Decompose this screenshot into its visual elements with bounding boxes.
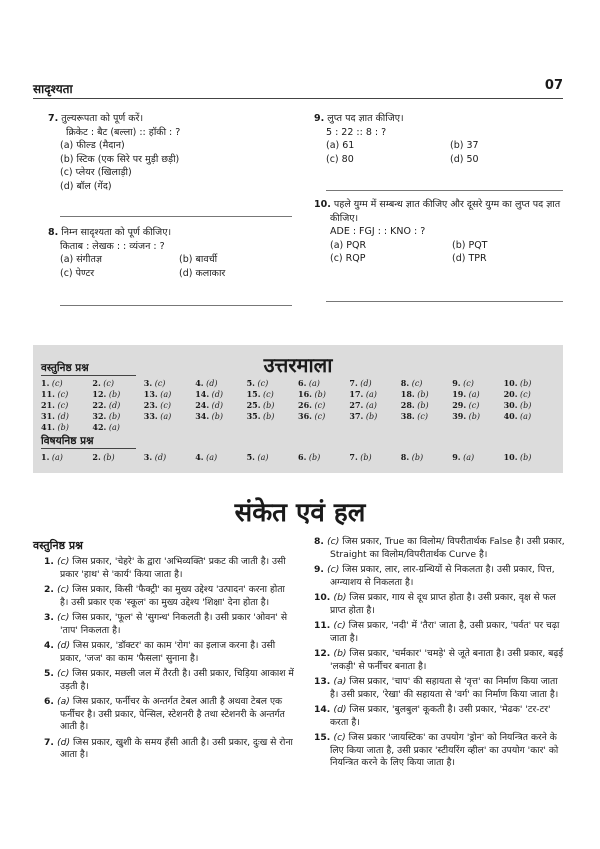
- solution-number: 3.: [44, 612, 58, 623]
- option-b: (b) 37: [450, 140, 479, 151]
- answer-number: 4.: [195, 378, 204, 388]
- answer-option: (b): [409, 453, 424, 462]
- answer-cell: [349, 400, 400, 411]
- answer-option: (b): [357, 453, 372, 462]
- answer-option: (b): [260, 401, 275, 410]
- answer-cell: [247, 411, 298, 422]
- answer-option: (b): [466, 412, 481, 421]
- answer-cell: [144, 452, 195, 463]
- answer-number: 22.: [92, 400, 107, 410]
- question-number: 9.: [314, 113, 325, 124]
- solution-item: [314, 704, 566, 729]
- solution-item: [44, 668, 294, 693]
- answer-option: (a): [363, 401, 377, 410]
- solution-item: [44, 584, 294, 609]
- answer-option: (b): [306, 453, 321, 462]
- solution-item: [44, 737, 294, 762]
- answer-cell: [41, 411, 92, 422]
- answer-cell: [195, 452, 246, 463]
- answer-number: 1.: [41, 452, 50, 462]
- answer-number: 3.: [143, 452, 153, 462]
- solution-option: (c): [327, 536, 343, 547]
- answer-option: (c): [152, 379, 166, 388]
- solution-number: 12.: [314, 648, 334, 659]
- answer-option: (b): [54, 423, 69, 432]
- answer-option: (b): [517, 379, 532, 388]
- answer-option: (c): [414, 412, 428, 421]
- answer-option: (d): [357, 379, 372, 388]
- answer-number: 35.: [246, 411, 261, 421]
- solution-option: (d): [333, 704, 350, 715]
- solution-number: 8.: [314, 536, 328, 547]
- answer-number: 32.: [92, 411, 107, 421]
- answer-number: 38.: [400, 411, 415, 421]
- answer-number: 10.: [503, 378, 518, 388]
- answer-option: (a): [49, 453, 63, 462]
- question-7: [48, 112, 288, 193]
- option-d: (d) बॉल (गेंद): [60, 180, 112, 192]
- answer-number: 8.: [400, 452, 410, 462]
- answer-cell: [247, 378, 298, 389]
- option-c: (c) पेण्टर: [60, 267, 95, 279]
- answer-option: (c): [100, 379, 115, 388]
- answer-cell: [349, 378, 400, 389]
- question-prompt: क्रिकेट : बैट (बल्ला) :: हॉकी : ?: [66, 126, 181, 138]
- answer-cell: [41, 422, 92, 433]
- solution-number: 14.: [314, 704, 334, 715]
- answer-option: (c): [54, 401, 69, 410]
- answer-option: (c): [254, 379, 269, 388]
- answer-cell: [41, 378, 92, 389]
- answer-option: (a): [306, 379, 320, 388]
- answer-cell: [298, 452, 349, 463]
- answer-cell: [195, 400, 246, 411]
- option-b: (b) PQT: [452, 239, 488, 251]
- question-10: [314, 198, 564, 266]
- solution-text: जिस प्रकार, मछली जल में तैरती है। उसी प्रकार, चिड़िया आकाश में उड़ती है।: [60, 668, 294, 692]
- answer-option: (a): [106, 423, 120, 432]
- solution-option: (b): [333, 648, 350, 659]
- page-number: 07: [544, 78, 563, 93]
- answer-option: (c): [49, 379, 63, 388]
- option-b: (b) बावर्ची: [179, 254, 218, 265]
- solution-number: 15.: [314, 732, 334, 743]
- solution-option: (c): [57, 668, 73, 679]
- answer-cell: [144, 378, 195, 389]
- answer-line: [326, 190, 563, 191]
- answer-cell: [195, 378, 246, 389]
- answer-number: 40.: [503, 411, 518, 421]
- answer-number: 14.: [195, 389, 210, 399]
- solution-text: जिस प्रकार, 'बुलबुल' कूकती है। उसी प्रकार, 'मेढक' 'टर-टर' करता है।: [330, 704, 551, 728]
- answer-cell: [41, 389, 92, 400]
- answer-number: 20.: [503, 389, 518, 399]
- option-b: (b) स्टिक (एक सिरे पर मुड़ी छड़ी): [60, 153, 180, 165]
- answer-number: 29.: [452, 400, 467, 410]
- answer-option: (a): [254, 453, 269, 462]
- answer-cell: [247, 400, 298, 411]
- solution-item: [314, 676, 566, 701]
- answer-number: 24.: [195, 400, 210, 410]
- answer-number: 25.: [246, 400, 261, 410]
- answer-option: (d): [106, 401, 121, 410]
- option-d: (d) TPR: [452, 253, 487, 264]
- answer-cell: [401, 389, 452, 400]
- solution-number: 5.: [44, 668, 58, 679]
- answer-cell: [41, 400, 92, 411]
- answer-option: (b): [311, 390, 326, 399]
- answer-cell: [452, 389, 503, 400]
- option-a: (a) PQR: [330, 239, 367, 251]
- answer-cell: [41, 452, 92, 463]
- answer-cell: [401, 400, 452, 411]
- solution-option: (a): [57, 696, 73, 707]
- solution-option: (a): [333, 676, 350, 687]
- answer-cell: [92, 411, 143, 422]
- solution-item: [314, 592, 566, 617]
- solution-number: 9.: [314, 564, 328, 575]
- solution-item: [44, 612, 294, 637]
- answer-cell: [195, 411, 246, 422]
- answer-option: (c): [54, 390, 69, 399]
- answer-option: (b): [260, 412, 275, 421]
- option-d: (d) कलाकार: [179, 267, 226, 279]
- solution-number: 1.: [44, 556, 58, 567]
- answer-number: 17.: [349, 389, 364, 399]
- answer-number: 5.: [246, 378, 255, 388]
- answer-option: (a): [460, 453, 475, 462]
- objective-underline: [41, 375, 136, 376]
- answer-option: (c): [460, 379, 474, 388]
- answer-number: 26.: [298, 400, 312, 410]
- answer-cell: [92, 452, 143, 463]
- answer-option: (b): [414, 401, 429, 410]
- answer-option: (d): [209, 401, 224, 410]
- solutions-objective-label: वस्तुनिष्ठ प्रश्न: [33, 539, 83, 552]
- answer-option: (c): [409, 379, 423, 388]
- solution-option: (c): [333, 620, 349, 631]
- answer-option: (b): [106, 412, 121, 421]
- answer-number: 7.: [349, 452, 358, 462]
- solution-text: जिस प्रकार, 'चाप' की सहायता से 'वृत्त' का निर्माण किया जाता है। उसी प्रकार, 'रेखा' की सहायता से 'वर्ग' का निर्माण किया जाता है।: [330, 676, 559, 700]
- solution-option: (c): [57, 556, 73, 567]
- answer-option: (b): [517, 401, 532, 410]
- answer-number: 10.: [503, 452, 518, 462]
- question-number: 10.: [314, 199, 331, 210]
- answer-cell: [349, 452, 400, 463]
- solution-text: जिस प्रकार, True का विलोम/ विपरीतार्थक False है। उसी प्रकार, Straight का विलोम/विपरीतार्थक Curve है।: [330, 536, 565, 560]
- answer-option: (b): [100, 453, 115, 462]
- solution-item: [314, 536, 566, 561]
- answer-number: 41.: [41, 422, 55, 432]
- answer-number: 2.: [92, 378, 101, 388]
- answer-number: 27.: [349, 400, 364, 410]
- answer-cell: [92, 378, 143, 389]
- objective-label: वस्तुनिष्ठ प्रश्न: [41, 362, 89, 374]
- answer-number: 5.: [246, 452, 255, 462]
- answer-line: [60, 216, 292, 217]
- answer-number: 18.: [400, 389, 415, 399]
- solutions-title: संकेत एवं हल: [234, 498, 366, 528]
- solution-text: जिस प्रकार, 'डॉक्टर' का काम 'रोग' का इलाज करना है। उसी प्रकार, 'जज' का काम 'फैसला' सुनाना है।: [60, 640, 276, 664]
- answer-cell: [349, 411, 400, 422]
- answer-cell: [401, 378, 452, 389]
- solution-item: [314, 620, 566, 645]
- answer-option: (c): [517, 390, 531, 399]
- option-c: (c) प्लेयर (खिलाड़ी): [60, 167, 132, 178]
- solution-option: (c): [57, 612, 73, 623]
- answer-option: (c): [466, 401, 480, 410]
- solution-text: जिस प्रकार, फर्नीचर के अन्तर्गत टेबल आती है अथवा टेबल एक फर्नीचर है। उसी प्रकार, पेन्सिल, स्टेशनरी है तथा स्टेशनरी के अन्तर्गत आती है।: [60, 696, 285, 732]
- solution-option: (d): [57, 736, 74, 748]
- answer-option: (b): [106, 390, 121, 399]
- question-text: पहले युग्म में सम्बन्ध ज्ञात कीजिए और दूसरे युग्म का लुप्त पद ज्ञात कीजिए।: [330, 199, 561, 224]
- answer-option: (a): [203, 453, 218, 462]
- answer-cell: [144, 389, 195, 400]
- solution-number: 4.: [44, 640, 58, 651]
- answer-option: (d): [54, 412, 69, 421]
- question-text: लुप्त पद ज्ञात कीजिए।: [327, 113, 404, 124]
- answer-number: 34.: [195, 411, 210, 421]
- answer-key-title: उत्तरमाला: [263, 353, 333, 377]
- answer-number: 12.: [92, 389, 107, 399]
- solution-item: [44, 556, 294, 581]
- answer-number: 9.: [452, 378, 461, 388]
- solution-text: जिस प्रकार, किसी 'फैक्ट्री' का मुख्य उद्देश्य 'उत्पादन' करना होता है। उसी प्रकार एक 'स्कूल' का मुख्य उद्देश्य 'शिक्षा' देना होता है।: [60, 584, 285, 608]
- answer-cell: [504, 411, 555, 422]
- solution-number: 13.: [314, 676, 334, 687]
- solutions-right-column: [314, 536, 566, 773]
- answer-number: 15.: [246, 389, 261, 399]
- answer-option: (b): [517, 453, 532, 462]
- answer-number: 9.: [452, 452, 461, 462]
- option-a: (a) फील्ड (मैदान): [60, 140, 125, 151]
- answer-number: 42.: [92, 422, 107, 432]
- option-d: (d) 50: [450, 153, 479, 165]
- solution-item: [314, 732, 566, 770]
- solution-text: जिस प्रकार, लार, लार-ग्रन्थियों से निकलता है। उसी प्रकार, पित्त, अग्न्याशय से निकलता है।: [330, 564, 555, 588]
- solution-number: 2.: [44, 584, 58, 595]
- answer-option: (a): [363, 390, 377, 399]
- answer-cell: [144, 400, 195, 411]
- answer-number: 30.: [503, 400, 518, 410]
- answer-option: (b): [363, 412, 378, 421]
- option-a: (a) संगीतज्ञ: [60, 254, 102, 265]
- answer-cell: [349, 389, 400, 400]
- answer-option: (d): [203, 379, 218, 388]
- subjective-underline: [41, 448, 136, 449]
- section-title: सादृश्यता: [33, 82, 73, 96]
- solution-text: जिस प्रकार, 'चर्मकार' 'चमड़े' से जूते बनाता है। उसी प्रकार, बढ़ई 'लकड़ी' से फर्नीचर बनाता है।: [330, 648, 564, 672]
- answer-option: (d): [209, 390, 224, 399]
- answer-option: (a): [466, 390, 480, 399]
- answer-option: (a): [157, 390, 172, 399]
- solution-text: जिस प्रकार, 'नदी' में 'तैरा' जाता है, उसी प्रकार, 'पर्वत' पर चढ़ा जाता है।: [330, 620, 560, 644]
- answer-number: 4.: [195, 452, 204, 462]
- answer-option: (b): [414, 390, 429, 399]
- answer-number: 19.: [452, 389, 467, 399]
- answer-cell: [92, 389, 143, 400]
- answer-option: (c): [311, 401, 326, 410]
- answer-number: 8.: [400, 378, 410, 388]
- question-prompt: 5 : 22 :: 8 : ?: [326, 126, 387, 138]
- header-divider: [33, 98, 563, 99]
- answer-cell: [195, 389, 246, 400]
- answer-cell: [92, 400, 143, 411]
- answer-cell: [247, 389, 298, 400]
- answer-cell: [452, 400, 503, 411]
- answer-cell: [144, 411, 195, 422]
- answer-cell: [298, 400, 349, 411]
- answer-number: 33.: [143, 411, 158, 421]
- answer-cell: [452, 378, 503, 389]
- question-number: 8.: [48, 227, 59, 238]
- solution-number: 6.: [44, 696, 58, 707]
- answer-number: 28.: [400, 400, 415, 410]
- question-text: तुल्यरूपता को पूर्ण करें।: [61, 113, 144, 124]
- solution-text: जिस प्रकार, 'फूल' से 'सुगन्ध' निकलती है। उसी प्रकार 'ओवन' से 'ताप' निकलता है।: [60, 612, 288, 636]
- answer-number: 21.: [41, 400, 55, 410]
- answer-cell: [504, 400, 555, 411]
- solution-item: [314, 564, 566, 589]
- solutions-left-column: [44, 556, 294, 765]
- answer-number: 11.: [41, 389, 55, 399]
- solution-option: (d): [57, 640, 74, 651]
- option-a: (a) 61: [326, 140, 355, 151]
- answer-option: (c): [311, 412, 326, 421]
- answer-cell: [504, 452, 555, 463]
- solution-number: 10.: [314, 592, 334, 603]
- answer-option: (d): [152, 453, 167, 462]
- question-9: [314, 112, 564, 166]
- answer-option: (a): [157, 412, 172, 421]
- option-c: (c) RQP: [330, 253, 366, 264]
- answer-cell: [452, 411, 503, 422]
- question-number: 7.: [48, 113, 59, 124]
- answer-line: [326, 301, 563, 302]
- answer-cell: [298, 378, 349, 389]
- answer-number: 37.: [349, 411, 364, 421]
- answer-cell: [401, 452, 452, 463]
- answer-number: 39.: [452, 411, 467, 421]
- solution-item: [314, 648, 566, 673]
- solution-number: 7.: [44, 736, 58, 748]
- solution-item: [44, 640, 294, 665]
- answer-cell: [504, 389, 555, 400]
- answer-option: (c): [157, 401, 171, 410]
- answer-number: 1.: [41, 378, 50, 388]
- objective-answer-grid: [41, 378, 555, 433]
- solution-option: (c): [57, 584, 73, 595]
- solution-text: जिस प्रकार, 'चेहरे' के द्वारा 'अभिव्यक्ति' प्रकट की जाती है। उसी प्रकार 'हाथ' से 'कार्य' किया जाता है।: [60, 556, 286, 580]
- answer-option: (b): [209, 412, 224, 421]
- answer-cell: [504, 378, 555, 389]
- question-8: [48, 226, 288, 280]
- answer-number: 13.: [143, 389, 158, 399]
- solution-number: 11.: [314, 620, 334, 631]
- answer-cell: [298, 389, 349, 400]
- answer-cell: [452, 452, 503, 463]
- solution-text: जिस प्रकार, गाय से दूध प्राप्त होता है। उसी प्रकार, वृक्ष से फल प्राप्त होता है।: [330, 592, 556, 616]
- answer-number: 6.: [298, 378, 307, 388]
- subjective-answer-grid: [41, 452, 555, 463]
- answer-number: 6.: [298, 452, 307, 462]
- answer-cell: [247, 452, 298, 463]
- question-prompt: किताब : लेखक : : व्यंजन : ?: [60, 240, 165, 252]
- option-c: (c) 80: [326, 153, 354, 165]
- solution-text: जिस प्रकार, खुशी के समय हँसी आती है। उसी प्रकार, दुःख से रोना आता है।: [60, 736, 293, 760]
- answer-number: 7.: [349, 378, 358, 388]
- solution-item: [44, 696, 294, 734]
- answer-cell: [92, 422, 143, 433]
- subjective-label: विषयनिष्ठ प्रश्न: [41, 435, 94, 447]
- answer-number: 3.: [143, 378, 153, 388]
- answer-option: (a): [517, 412, 532, 421]
- answer-number: 31.: [41, 411, 55, 421]
- question-prompt: ADE : FGJ : : KNO : ?: [330, 226, 426, 237]
- answer-number: 2.: [92, 452, 101, 462]
- answer-option: (c): [260, 390, 274, 399]
- question-text: निम्न सादृश्यता को पूर्ण कीजिए।: [61, 227, 172, 238]
- solution-option: (c): [333, 732, 349, 743]
- answer-cell: [298, 411, 349, 422]
- answer-key-panel: [33, 345, 563, 473]
- solution-option: (c): [327, 564, 343, 575]
- answer-number: 23.: [143, 400, 158, 410]
- answer-number: 36.: [298, 411, 312, 421]
- solution-option: (b): [333, 592, 350, 603]
- solution-text: जिस प्रकार 'जायस्टिक' का उपयोग 'ड्रोन' को नियन्त्रित करने के लिए किया जाता है, उसी प्रकार 'स्टीयरिंग व्हील' का उपयोग 'कार' को नियन्त्रित करने के लिए किया जाता है।: [330, 732, 559, 768]
- answer-number: 16.: [298, 389, 312, 399]
- answer-line: [60, 305, 292, 306]
- answer-cell: [401, 411, 452, 422]
